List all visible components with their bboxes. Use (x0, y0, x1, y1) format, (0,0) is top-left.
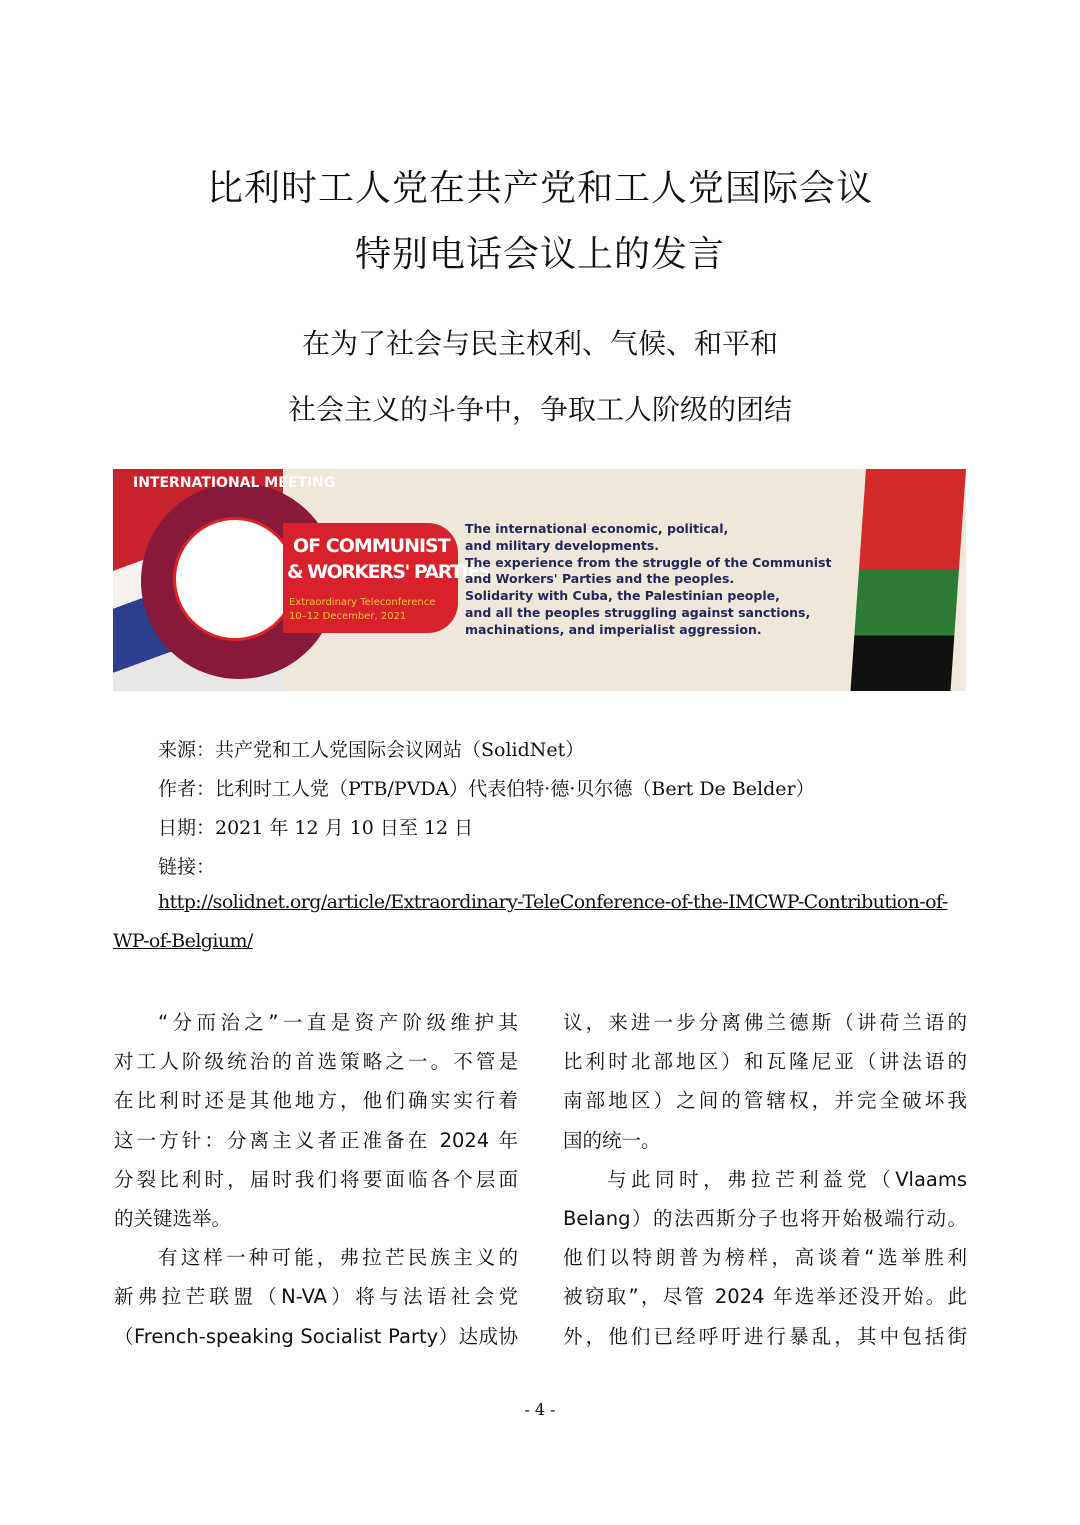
agenda-line: and Workers' Parties and the peoples. (465, 571, 735, 587)
date-line: 日期：2021 年 12 月 10 日至 12 日 (158, 817, 474, 839)
body-column-right (563, 1008, 967, 1361)
logo-line-2: & WORKERS' PARTIES (287, 561, 491, 583)
banner-agenda (465, 521, 831, 639)
agenda-line: and all the peoples struggling against sanctions, (465, 604, 811, 620)
source-line: 来源：共产党和工人党国际会议网站（SolidNet） (158, 739, 585, 761)
globe-logo-icon (173, 517, 297, 641)
logo-line-1: OF COMMUNIST (293, 535, 450, 557)
body-column-left (114, 1008, 518, 1361)
body-line: 分裂比利时，届时我们将要面临各个层面 (114, 1167, 518, 1191)
page-number: - 4 - (524, 1400, 556, 1419)
body-line: （French-speaking Socialist Party）达成协 (114, 1324, 518, 1348)
palestinian-flag-graphic (850, 469, 966, 691)
body-line: 对工人阶级统治的首选策略之一。不管是 (114, 1050, 518, 1074)
ring-text: INTERNATIONAL MEETING (133, 475, 336, 491)
body-line: 与此同时，弗拉芒利益党（Vlaams (607, 1167, 967, 1191)
link-label: 链接： (158, 856, 216, 878)
body-line: 的关键选举。 (114, 1206, 232, 1230)
event-name: Extraordinary Teleconference (289, 597, 436, 608)
agenda-line: machinations, and imperialist aggression. (465, 621, 762, 637)
body-line: 有这样一种可能，弗拉芒民族主义的 (158, 1246, 518, 1270)
body-line: 他们以特朗普为榜样，高谈着“选举胜利 (563, 1246, 967, 1270)
body-line: 南部地区）之间的管辖权，并完全破坏我 (563, 1089, 967, 1113)
subtitle-line-2: 社会主义的斗争中，争取工人阶级的团结 (287, 393, 792, 426)
page-title-line-1: 比利时工人党在共产党和工人党国际会议 (206, 168, 873, 209)
conference-banner-image (113, 469, 966, 691)
body-line: Belang）的法西斯分子也将开始极端行动。 (563, 1206, 967, 1230)
event-dates: 10–12 December, 2021 (289, 611, 407, 622)
body-line: 比利时北部地区）和瓦隆尼亚（讲法语的 (563, 1050, 967, 1074)
subtitle-line-1: 在为了社会与民主权利、气候、和平和 (301, 327, 778, 360)
body-line: 议，来进一步分离佛兰德斯（讲荷兰语的 (563, 1011, 967, 1034)
body-line: 这一方针：分离主义者正准备在 2024 年 (114, 1128, 518, 1152)
article-link-continued[interactable]: WP-of-Belgium/ (113, 930, 253, 952)
author-line: 作者：比利时工人党（PTB/PVDA）代表伯特·德·贝尔德（Bert De Belder） (158, 778, 815, 800)
logo-red-box (283, 523, 491, 633)
agenda-line: The international economic, political, (465, 521, 729, 536)
body-line: 外，他们已经呼吁进行暴乱，其中包括街 (563, 1324, 967, 1348)
body-line: 被窃取”，尽管 2024 年选举还没开始。此 (563, 1285, 967, 1309)
agenda-line: Solidarity with Cuba, the Palestinian people, (465, 588, 780, 604)
agenda-line: The experience from the struggle of the Communist (465, 554, 832, 570)
body-line: 国的统一。 (563, 1128, 661, 1152)
agenda-line: and military developments. (465, 537, 660, 553)
body-line: “分而治之”一直是资产阶级维护其 (158, 1011, 518, 1034)
body-line: 在比利时还是其他地方，他们确实实行着 (114, 1089, 518, 1113)
body-line: 新弗拉芒联盟（N-VA）将与法语社会党 (114, 1285, 518, 1309)
page-title-line-2: 特别电话会议上的发言 (354, 234, 725, 275)
article-link[interactable]: http://solidnet.org/article/Extraordinary-TeleConference-of-the-IMCWP-Contribution-of- (158, 891, 948, 913)
